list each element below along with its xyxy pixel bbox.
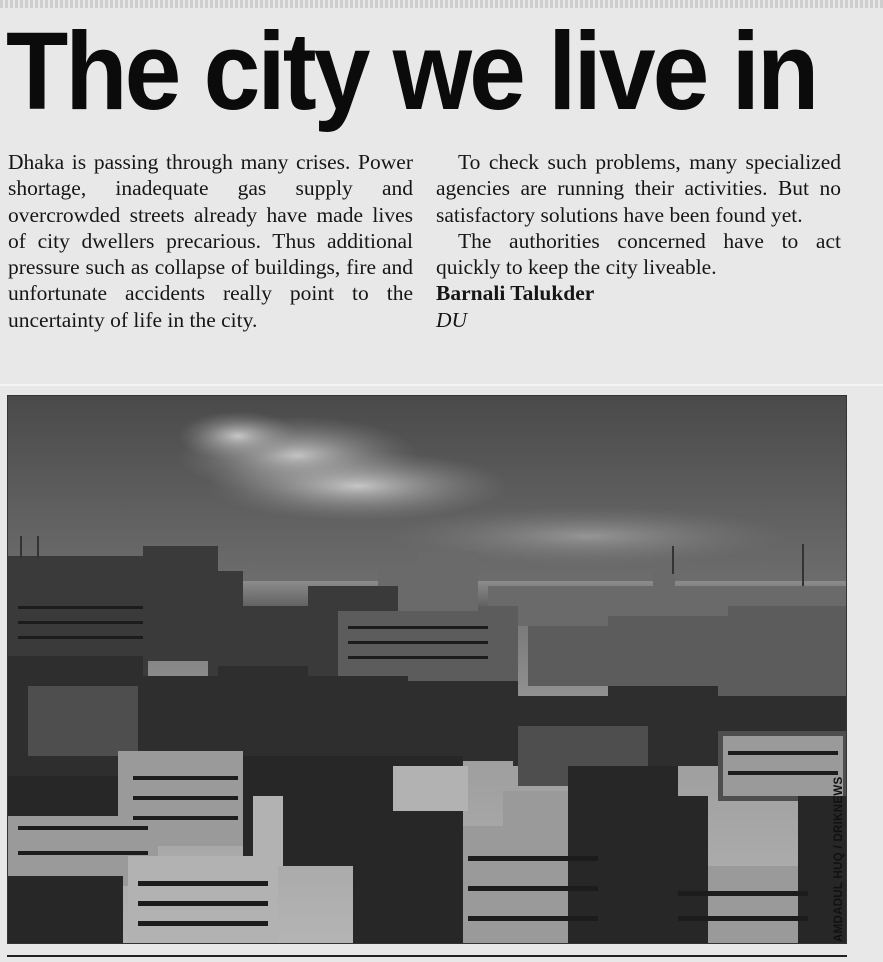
byline-author: Barnali Talukder [436,281,595,306]
right-text-column [436,149,841,333]
body-paragraph: The authorities concerned have to act quickly to keep the city liveable. [436,228,841,280]
section-divider [0,384,883,386]
photo-credit: AMDADUL HUQ / DRIKNEWS [833,776,845,942]
body-paragraph: To check such problems, many specialized agencies are running their activities. But no satisfactory solutions have been found yet. [436,150,841,227]
city-skyline-illustration [8,396,846,943]
byline-institution: DU [436,307,468,332]
body-paragraph: Dhaka is passing through many crises. Power shortage, inadequate gas supply and overcrowded streets already have made lives of city dwellers precarious. Thus additional pressure such as collapse of buildings, fire and unfortunate accidents really point to the uncertainty of life in the city. [8,150,413,332]
top-decorative-rule [0,0,883,8]
left-text-column [8,149,413,333]
article-headline: The city we live in [6,9,817,133]
bottom-rule [7,955,847,957]
city-skyline-photo [7,395,847,944]
